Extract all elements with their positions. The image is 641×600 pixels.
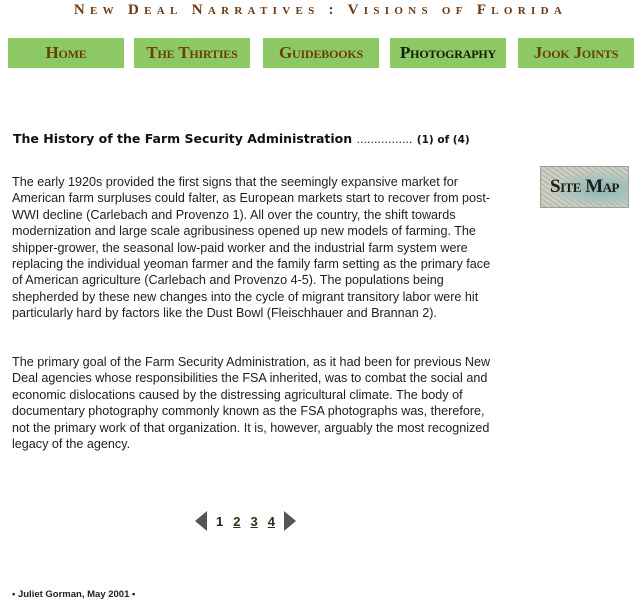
page-count: (1) of (4) [416, 134, 470, 146]
nav-photography[interactable]: Photography [390, 38, 506, 68]
page-2-link[interactable]: 2 [233, 513, 241, 529]
site-title: New Deal Narratives : Visions of Florida [73, 2, 568, 18]
page-1-current: 1 [216, 513, 224, 529]
page-3-link[interactable]: 3 [250, 513, 258, 529]
footer-credit: • Juliet Gorman, May 2001 • [12, 589, 136, 600]
nav-home[interactable]: Home [8, 38, 124, 68]
arrow-left-icon[interactable] [195, 511, 207, 531]
page-heading [13, 131, 503, 146]
nav-the-thirties[interactable]: The Thirties [134, 38, 250, 68]
nav-guidebooks[interactable]: Guidebooks [263, 38, 379, 68]
page-4-link[interactable]: 4 [267, 513, 275, 529]
paragraph-2: The primary goal of the Farm Security Administration, as it had been for previous New Deal agencies whose responsibilities the FSA inherited, was to combat the social and economic dislocations caused by the distressing agricultural climate. The body of documentary photography commonly known as the FSA photographs was, therefore, not the primary work of that organization. It is, however, arguably the most recognized legacy of the agency. [12, 355, 491, 452]
arrow-right-icon[interactable] [284, 511, 296, 531]
main-nav [0, 38, 641, 69]
paragraph-1: The early 1920s provided the first signs that the seemingly expansive market for American farm surpluses could falter, as European markets start to recover from post-WWI decline (Carlebach and Provenzo 1). All over the country, the shift towards modernization and large scale agribusiness opened up new models of farming. The shipper-grower, the seasonal low-paid worker and the industrial farm system were replacing the individual yeoman farmer and the family farm setting as the primary face of American agriculture (Carlebach and Provenzo 4-5). The populations being shepherded by these new changes into the cycle of migrant transitory labor were hit particularly hard by factors like the Dust Bowl (Fleischhauer and Brannan 2). [12, 175, 491, 321]
page-title: The History of the Farm Security Administration [13, 131, 353, 146]
pagination [195, 510, 296, 532]
site-map-button[interactable]: Site Map [540, 166, 629, 208]
nav-jook-joints[interactable]: Jook Joints [518, 38, 634, 68]
leader-dots: ................ [356, 133, 413, 146]
